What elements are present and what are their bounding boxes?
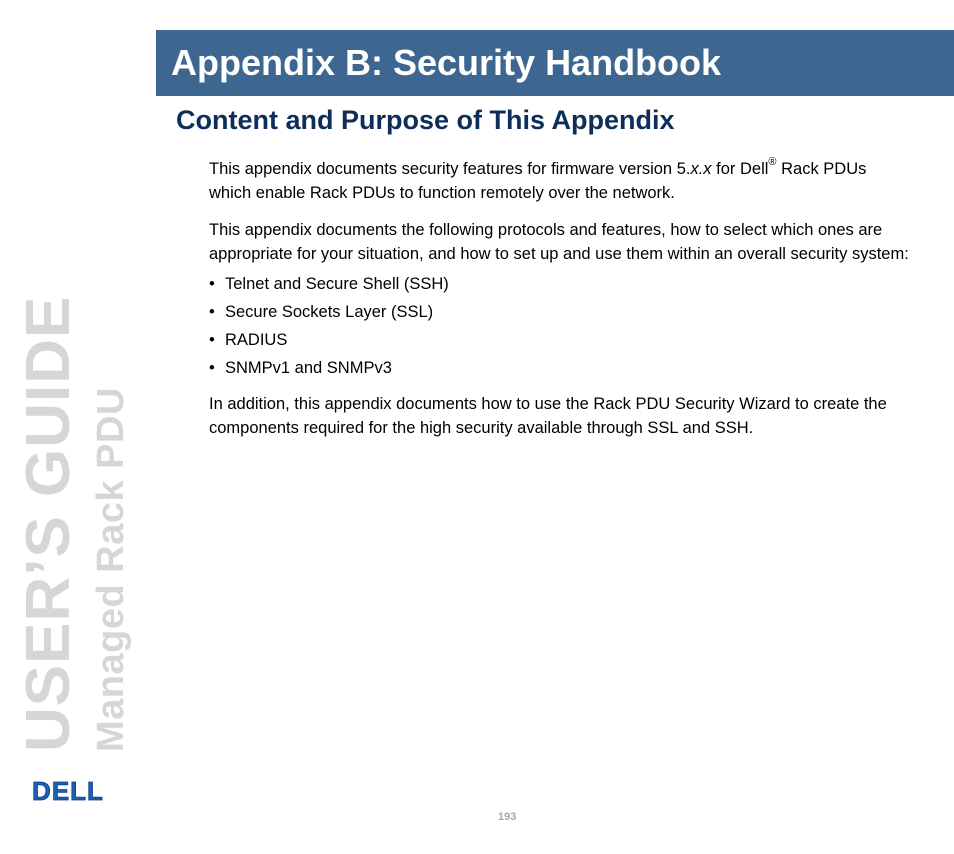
- list-item-label: SNMPv1 and SNMPv3: [225, 359, 392, 377]
- side-guide-title: USER’S GUIDE: [14, 295, 83, 752]
- list-item-label: Secure Sockets Layer (SSL): [225, 303, 434, 321]
- protocol-list: [209, 270, 909, 382]
- dell-logo: [25, 778, 111, 804]
- intro-text-mid: for Dell: [711, 160, 769, 178]
- list-item: [209, 354, 909, 382]
- bullet-icon: •: [209, 359, 215, 377]
- list-item: [209, 326, 909, 354]
- list-item: [209, 270, 909, 298]
- protocols-paragraph: This appendix documents the following protocols and features, how to select which ones are appropriate for your situation, and how to set up and use them within an overall security system:: [209, 221, 909, 263]
- body-content: [209, 155, 909, 440]
- bullet-icon: •: [209, 275, 215, 293]
- side-product-name: Managed Rack PDU: [90, 387, 132, 752]
- bullet-icon: •: [209, 331, 215, 349]
- dell-logo-icon: [25, 778, 111, 804]
- dell-logo-text: DELL: [32, 778, 104, 804]
- page-number: 193: [498, 811, 517, 823]
- title-bar: [156, 30, 954, 96]
- bullet-icon: •: [209, 303, 215, 321]
- section-heading: Content and Purpose of This Appendix: [176, 105, 675, 135]
- intro-text-start: This appendix documents security features for firmware version 5.: [209, 160, 691, 178]
- wizard-paragraph: In addition, this appendix documents how to use the Rack PDU Security Wizard to create the components required for the high security available through SSL and SSH.: [209, 395, 887, 437]
- list-item: [209, 298, 909, 326]
- intro-text-end: Rack PDUs which enable Rack PDUs to function remotely over the network.: [209, 160, 867, 202]
- version-placeholder: x.x: [690, 160, 712, 178]
- registered-mark: ®: [768, 155, 777, 168]
- intro-paragraph: [209, 155, 909, 205]
- list-item-label: Telnet and Secure Shell (SSH): [225, 275, 449, 293]
- list-item-label: RADIUS: [225, 331, 288, 349]
- page-title: Appendix B: Security Handbook: [171, 42, 722, 83]
